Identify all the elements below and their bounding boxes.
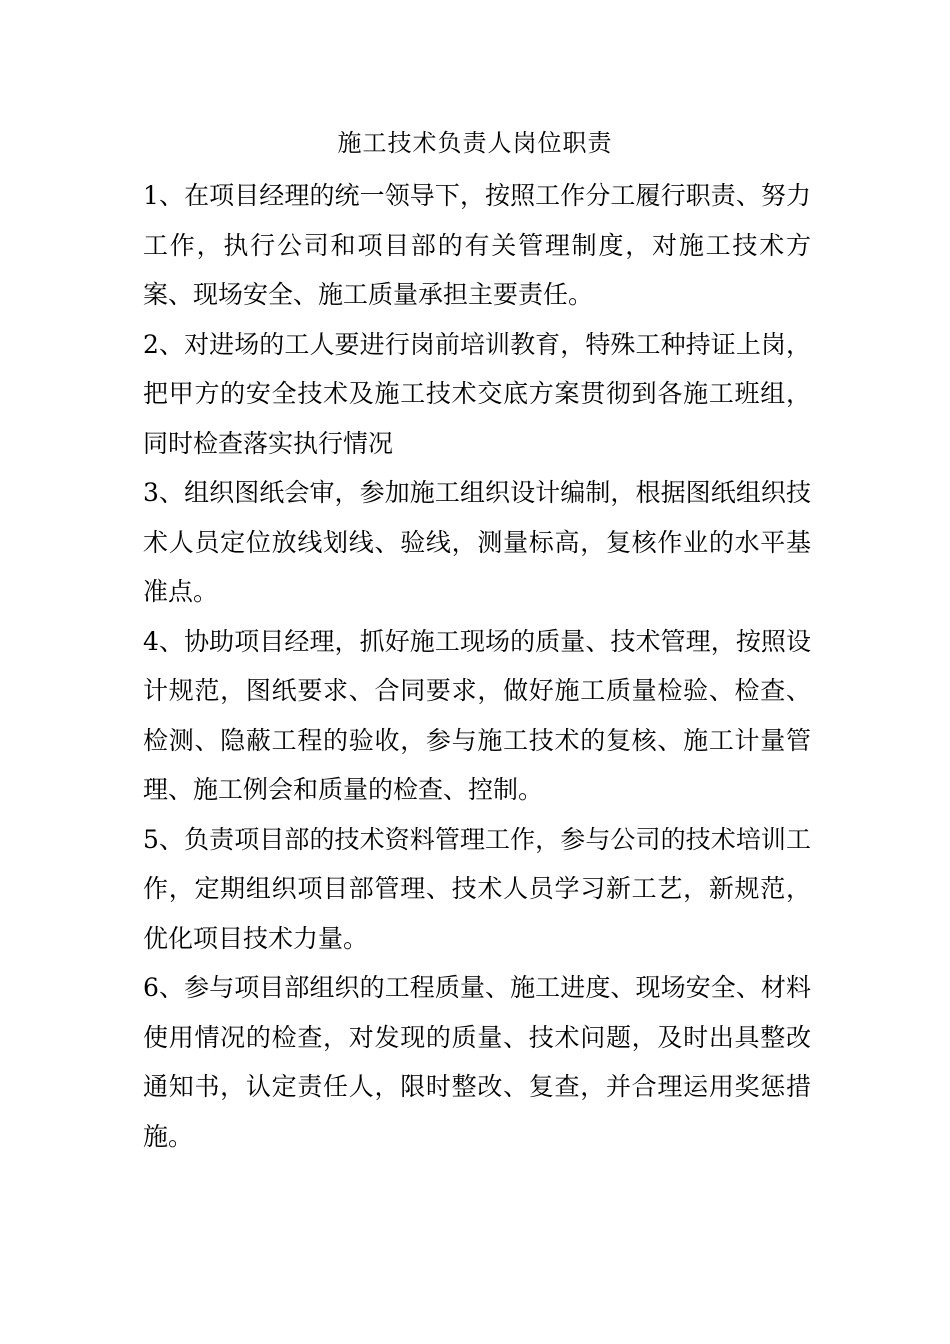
document-title: 施工技术负责人岗位职责	[337, 129, 613, 157]
paragraph-5: 5、负责项目部的技术资料管理工作，参与公司的技术培训工作，定期组织项目部管理、技术人员学习新工艺，新规范，优化项目技术力量。	[143, 824, 811, 953]
paragraph-3: 3、组织图纸会审，参加施工组织设计编制，根据图纸组织技术人员定位放线划线、验线，测量标高，复核作业的水平基准点。	[143, 478, 811, 606]
paragraph-6: 6、参与项目部组织的工程质量、施工进度、现场安全、材料使用情况的检查，对发现的质量、技术问题，及时出具整改通知书，认定责任人，限时整改、复查，并合理运用奖惩措施。	[143, 973, 811, 1151]
paragraph-4: 4、协助项目经理，抓好施工现场的质量、技术管理，按照设计规范，图纸要求、合同要求，做好施工质量检验、检查、检测、隐蔽工程的验收，参与施工技术的复核、施工计量管理、施工例会和质量的检查、控制。	[143, 626, 811, 804]
paragraph-1: 1、在项目经理的统一领导下，按照工作分工履行职责、努力工作，执行公司和项目部的有关管理制度，对施工技术方案、现场安全、施工质量承担主要责任。	[143, 181, 811, 309]
paragraph-2: 2、对进场的工人要进行岗前培训教育，特殊工种持证上岗，把甲方的安全技术及施工技术交底方案贯彻到各施工班组，同时检查落实执行情况	[143, 329, 811, 458]
document-body	[143, 171, 811, 1161]
